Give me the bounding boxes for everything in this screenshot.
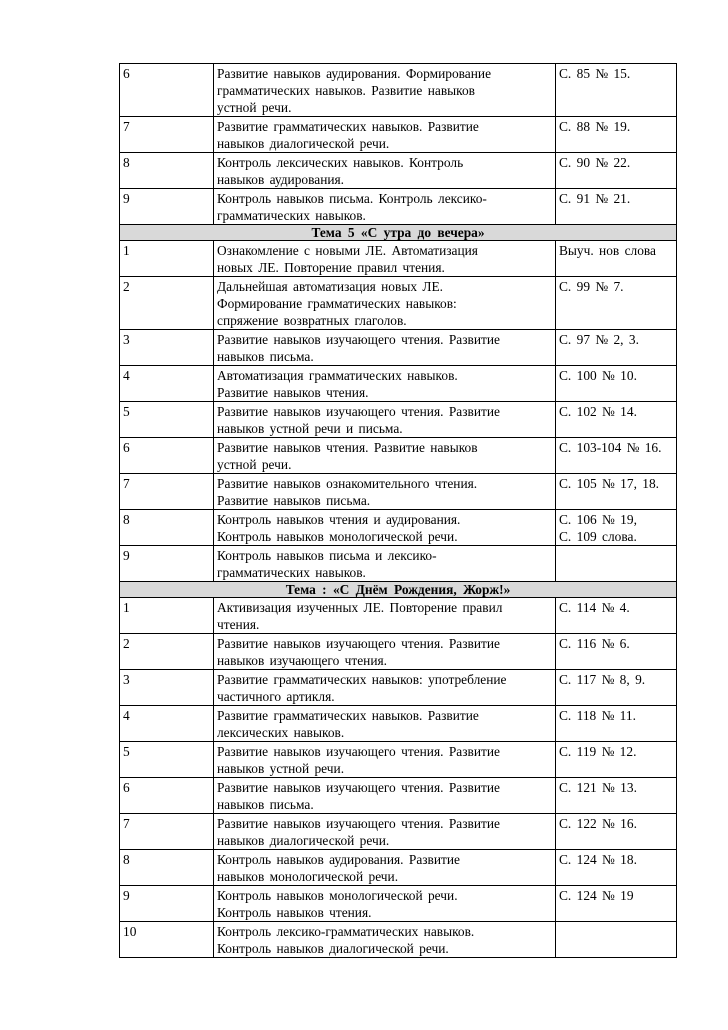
lesson-row: [120, 886, 677, 922]
lesson-number: 3: [120, 330, 214, 366]
lesson-topic-line: частичного артикля.: [217, 689, 335, 704]
homework: [556, 366, 677, 402]
lesson-row: [120, 366, 677, 402]
lesson-row: [120, 64, 677, 117]
lesson-row: [120, 850, 677, 886]
homework-line: С. 121 № 13.: [559, 780, 637, 795]
lesson-topic: [214, 189, 556, 225]
homework-line: С. 122 № 16.: [559, 816, 637, 831]
lesson-topic-line: Контроль лексических навыков. Контроль: [217, 155, 464, 170]
lesson-topic-line: чтения.: [217, 617, 260, 632]
lesson-topic: [214, 241, 556, 277]
lesson-topic: [214, 922, 556, 958]
lesson-number: 3: [120, 670, 214, 706]
lesson-row: [120, 153, 677, 189]
lesson-topic-line: Контроль навыков аудирования. Развитие: [217, 852, 461, 867]
lesson-topic-line: Развитие навыков изучающего чтения. Развитие: [217, 780, 500, 795]
lesson-row: [120, 706, 677, 742]
lesson-topic: [214, 366, 556, 402]
homework-line: С. 91 № 21.: [559, 191, 631, 206]
lesson-topic-line: Контроль навыков монологической речи.: [217, 529, 458, 544]
homework-line: С. 124 № 18.: [559, 852, 637, 867]
homework-line: С. 85 № 15.: [559, 66, 631, 81]
lesson-number: 8: [120, 850, 214, 886]
lesson-topic: [214, 64, 556, 117]
homework: [556, 778, 677, 814]
lesson-topic-line: Контроль навыков письма. Контроль лексико-: [217, 191, 487, 206]
lesson-number: 6: [120, 64, 214, 117]
homework-line: С. 109 слова.: [559, 529, 637, 544]
lesson-topic-line: Ознакомление с новыми ЛЕ. Автоматизация: [217, 243, 478, 258]
lesson-plan-table: [119, 63, 677, 958]
lesson-topic-line: навыков изучающего чтения.: [217, 653, 387, 668]
lesson-topic-line: спряжение возвратных глаголов.: [217, 313, 407, 328]
lesson-topic-line: Развитие навыков ознакомительного чтения.: [217, 476, 478, 491]
lesson-topic-line: устной речи.: [217, 100, 292, 115]
lesson-number: 9: [120, 546, 214, 582]
homework-line: С. 90 № 22.: [559, 155, 631, 170]
homework: [556, 241, 677, 277]
lesson-topic-line: Формирование грамматических навыков:: [217, 296, 457, 311]
homework: [556, 64, 677, 117]
lesson-topic-line: Развитие навыков аудирования. Формирование: [217, 66, 492, 81]
lesson-topic: [214, 546, 556, 582]
lesson-number: 4: [120, 706, 214, 742]
lesson-number: 5: [120, 402, 214, 438]
lesson-row: [120, 330, 677, 366]
lesson-topic-line: новых ЛЕ. Повторение правил чтения.: [217, 260, 445, 275]
lesson-topic: [214, 510, 556, 546]
lesson-topic: [214, 598, 556, 634]
lesson-row: [120, 189, 677, 225]
lesson-number: 8: [120, 510, 214, 546]
lesson-topic-line: Развитие навыков изучающего чтения. Развитие: [217, 404, 500, 419]
lesson-row: [120, 438, 677, 474]
lesson-topic: [214, 814, 556, 850]
lesson-topic-line: Развитие навыков изучающего чтения. Развитие: [217, 816, 500, 831]
lesson-row: [120, 241, 677, 277]
lesson-topic: [214, 670, 556, 706]
lesson-topic-line: Развитие грамматических навыков. Развитие: [217, 708, 479, 723]
lesson-topic-line: навыков устной речи и письма.: [217, 421, 403, 436]
lesson-topic: [214, 438, 556, 474]
lesson-row: [120, 922, 677, 958]
lesson-number: 1: [120, 241, 214, 277]
lesson-topic-line: Контроль лексико-грамматических навыков.: [217, 924, 475, 939]
theme-header-row: [120, 582, 677, 598]
lesson-number: 4: [120, 366, 214, 402]
homework-line: С. 99 № 7.: [559, 279, 624, 294]
lesson-topic-line: грамматических навыков.: [217, 565, 366, 580]
homework: [556, 438, 677, 474]
lesson-topic-line: Активизация изученных ЛЕ. Повторение правил: [217, 600, 503, 615]
lesson-topic-line: навыков монологической речи.: [217, 869, 399, 884]
lesson-number: 6: [120, 438, 214, 474]
lesson-topic-line: устной речи.: [217, 457, 292, 472]
lesson-topic: [214, 778, 556, 814]
homework: [556, 922, 677, 958]
homework-line: С. 119 № 12.: [559, 744, 637, 759]
lesson-topic-line: Автоматизация грамматических навыков.: [217, 368, 458, 383]
lesson-row: [120, 778, 677, 814]
homework-line: Выуч. нов слова: [559, 243, 656, 258]
lesson-topic-line: Развитие навыков изучающего чтения. Развитие: [217, 332, 500, 347]
homework: [556, 634, 677, 670]
lesson-topic-line: Дальнейшая автоматизация новых ЛЕ.: [217, 279, 443, 294]
lesson-topic: [214, 474, 556, 510]
lesson-topic-line: Контроль навыков диалогической речи.: [217, 941, 449, 956]
homework: [556, 706, 677, 742]
lesson-topic-line: грамматических навыков.: [217, 208, 366, 223]
lesson-topic: [214, 153, 556, 189]
lesson-topic-line: Контроль навыков монологической речи.: [217, 888, 458, 903]
homework: [556, 189, 677, 225]
lesson-row: [120, 277, 677, 330]
lesson-topic-line: навыков устной речи.: [217, 761, 345, 776]
lesson-number: 2: [120, 634, 214, 670]
homework: [556, 742, 677, 778]
lesson-row: [120, 598, 677, 634]
lesson-plan-body: [120, 64, 677, 958]
homework-line: С. 118 № 11.: [559, 708, 636, 723]
lesson-row: [120, 474, 677, 510]
lesson-number: 9: [120, 886, 214, 922]
lesson-topic-line: Контроль навыков чтения.: [217, 905, 372, 920]
lesson-topic-line: Развитие грамматических навыков. Развитие: [217, 119, 479, 134]
homework: [556, 474, 677, 510]
lesson-topic-line: Развитие навыков чтения.: [217, 385, 369, 400]
lesson-topic-line: Развитие навыков изучающего чтения. Развитие: [217, 744, 500, 759]
lesson-topic-line: навыков письма.: [217, 797, 314, 812]
homework: [556, 546, 677, 582]
lesson-topic-line: навыков аудирования.: [217, 172, 345, 187]
lesson-number: 8: [120, 153, 214, 189]
lesson-topic: [214, 850, 556, 886]
homework-line: С. 114 № 4.: [559, 600, 630, 615]
lesson-topic: [214, 706, 556, 742]
lesson-topic-line: Развитие навыков чтения. Развитие навыков: [217, 440, 478, 455]
lesson-number: 5: [120, 742, 214, 778]
lesson-row: [120, 546, 677, 582]
lesson-topic: [214, 402, 556, 438]
lesson-topic: [214, 277, 556, 330]
homework-line: С. 103-104 № 16.: [559, 440, 662, 455]
lesson-number: 10: [120, 922, 214, 958]
lesson-topic-line: Развитие навыков письма.: [217, 493, 371, 508]
homework-line: С. 124 № 19: [559, 888, 634, 903]
homework-line: С. 117 № 8, 9.: [559, 672, 646, 687]
homework: [556, 330, 677, 366]
homework: [556, 117, 677, 153]
lesson-row: [120, 402, 677, 438]
lesson-topic: [214, 330, 556, 366]
lesson-row: [120, 634, 677, 670]
homework: [556, 598, 677, 634]
lesson-topic-line: навыков письма.: [217, 349, 314, 364]
lesson-topic-line: лексических навыков.: [217, 725, 345, 740]
lesson-topic: [214, 742, 556, 778]
lesson-number: 1: [120, 598, 214, 634]
lesson-number: 7: [120, 474, 214, 510]
homework-line: С. 88 № 19.: [559, 119, 631, 134]
homework: [556, 277, 677, 330]
homework-line: С. 106 № 19,: [559, 512, 637, 527]
lesson-row: [120, 814, 677, 850]
homework: [556, 670, 677, 706]
lesson-topic-line: навыков диалогической речи.: [217, 136, 390, 151]
homework-line: С. 97 № 2, 3.: [559, 332, 639, 347]
lesson-topic-line: Контроль навыков чтения и аудирования.: [217, 512, 461, 527]
lesson-number: 7: [120, 814, 214, 850]
lesson-number: 7: [120, 117, 214, 153]
lesson-number: 2: [120, 277, 214, 330]
homework: [556, 814, 677, 850]
homework-line: С. 102 № 14.: [559, 404, 637, 419]
homework: [556, 402, 677, 438]
homework-line: С. 105 № 17, 18.: [559, 476, 660, 491]
lesson-number: 9: [120, 189, 214, 225]
homework: [556, 886, 677, 922]
homework: [556, 153, 677, 189]
lesson-row: [120, 117, 677, 153]
homework: [556, 850, 677, 886]
theme-title: Тема 5 «С утра до вечера»: [120, 225, 677, 241]
lesson-row: [120, 742, 677, 778]
lesson-topic: [214, 634, 556, 670]
homework-line: С. 116 № 6.: [559, 636, 630, 651]
lesson-topic: [214, 117, 556, 153]
lesson-number: 6: [120, 778, 214, 814]
lesson-topic-line: Развитие грамматических навыков: употребление: [217, 672, 507, 687]
lesson-row: [120, 670, 677, 706]
lesson-topic-line: Развитие навыков изучающего чтения. Развитие: [217, 636, 500, 651]
lesson-plan-page: [119, 63, 677, 958]
lesson-topic: [214, 886, 556, 922]
lesson-row: [120, 510, 677, 546]
lesson-topic-line: навыков диалогической речи.: [217, 833, 390, 848]
homework: [556, 510, 677, 546]
theme-header-row: [120, 225, 677, 241]
lesson-topic-line: Контроль навыков письма и лексико-: [217, 548, 437, 563]
theme-title: Тема : «С Днём Рождения, Жорж!»: [120, 582, 677, 598]
homework-line: С. 100 № 10.: [559, 368, 637, 383]
lesson-topic-line: грамматических навыков. Развитие навыков: [217, 83, 475, 98]
